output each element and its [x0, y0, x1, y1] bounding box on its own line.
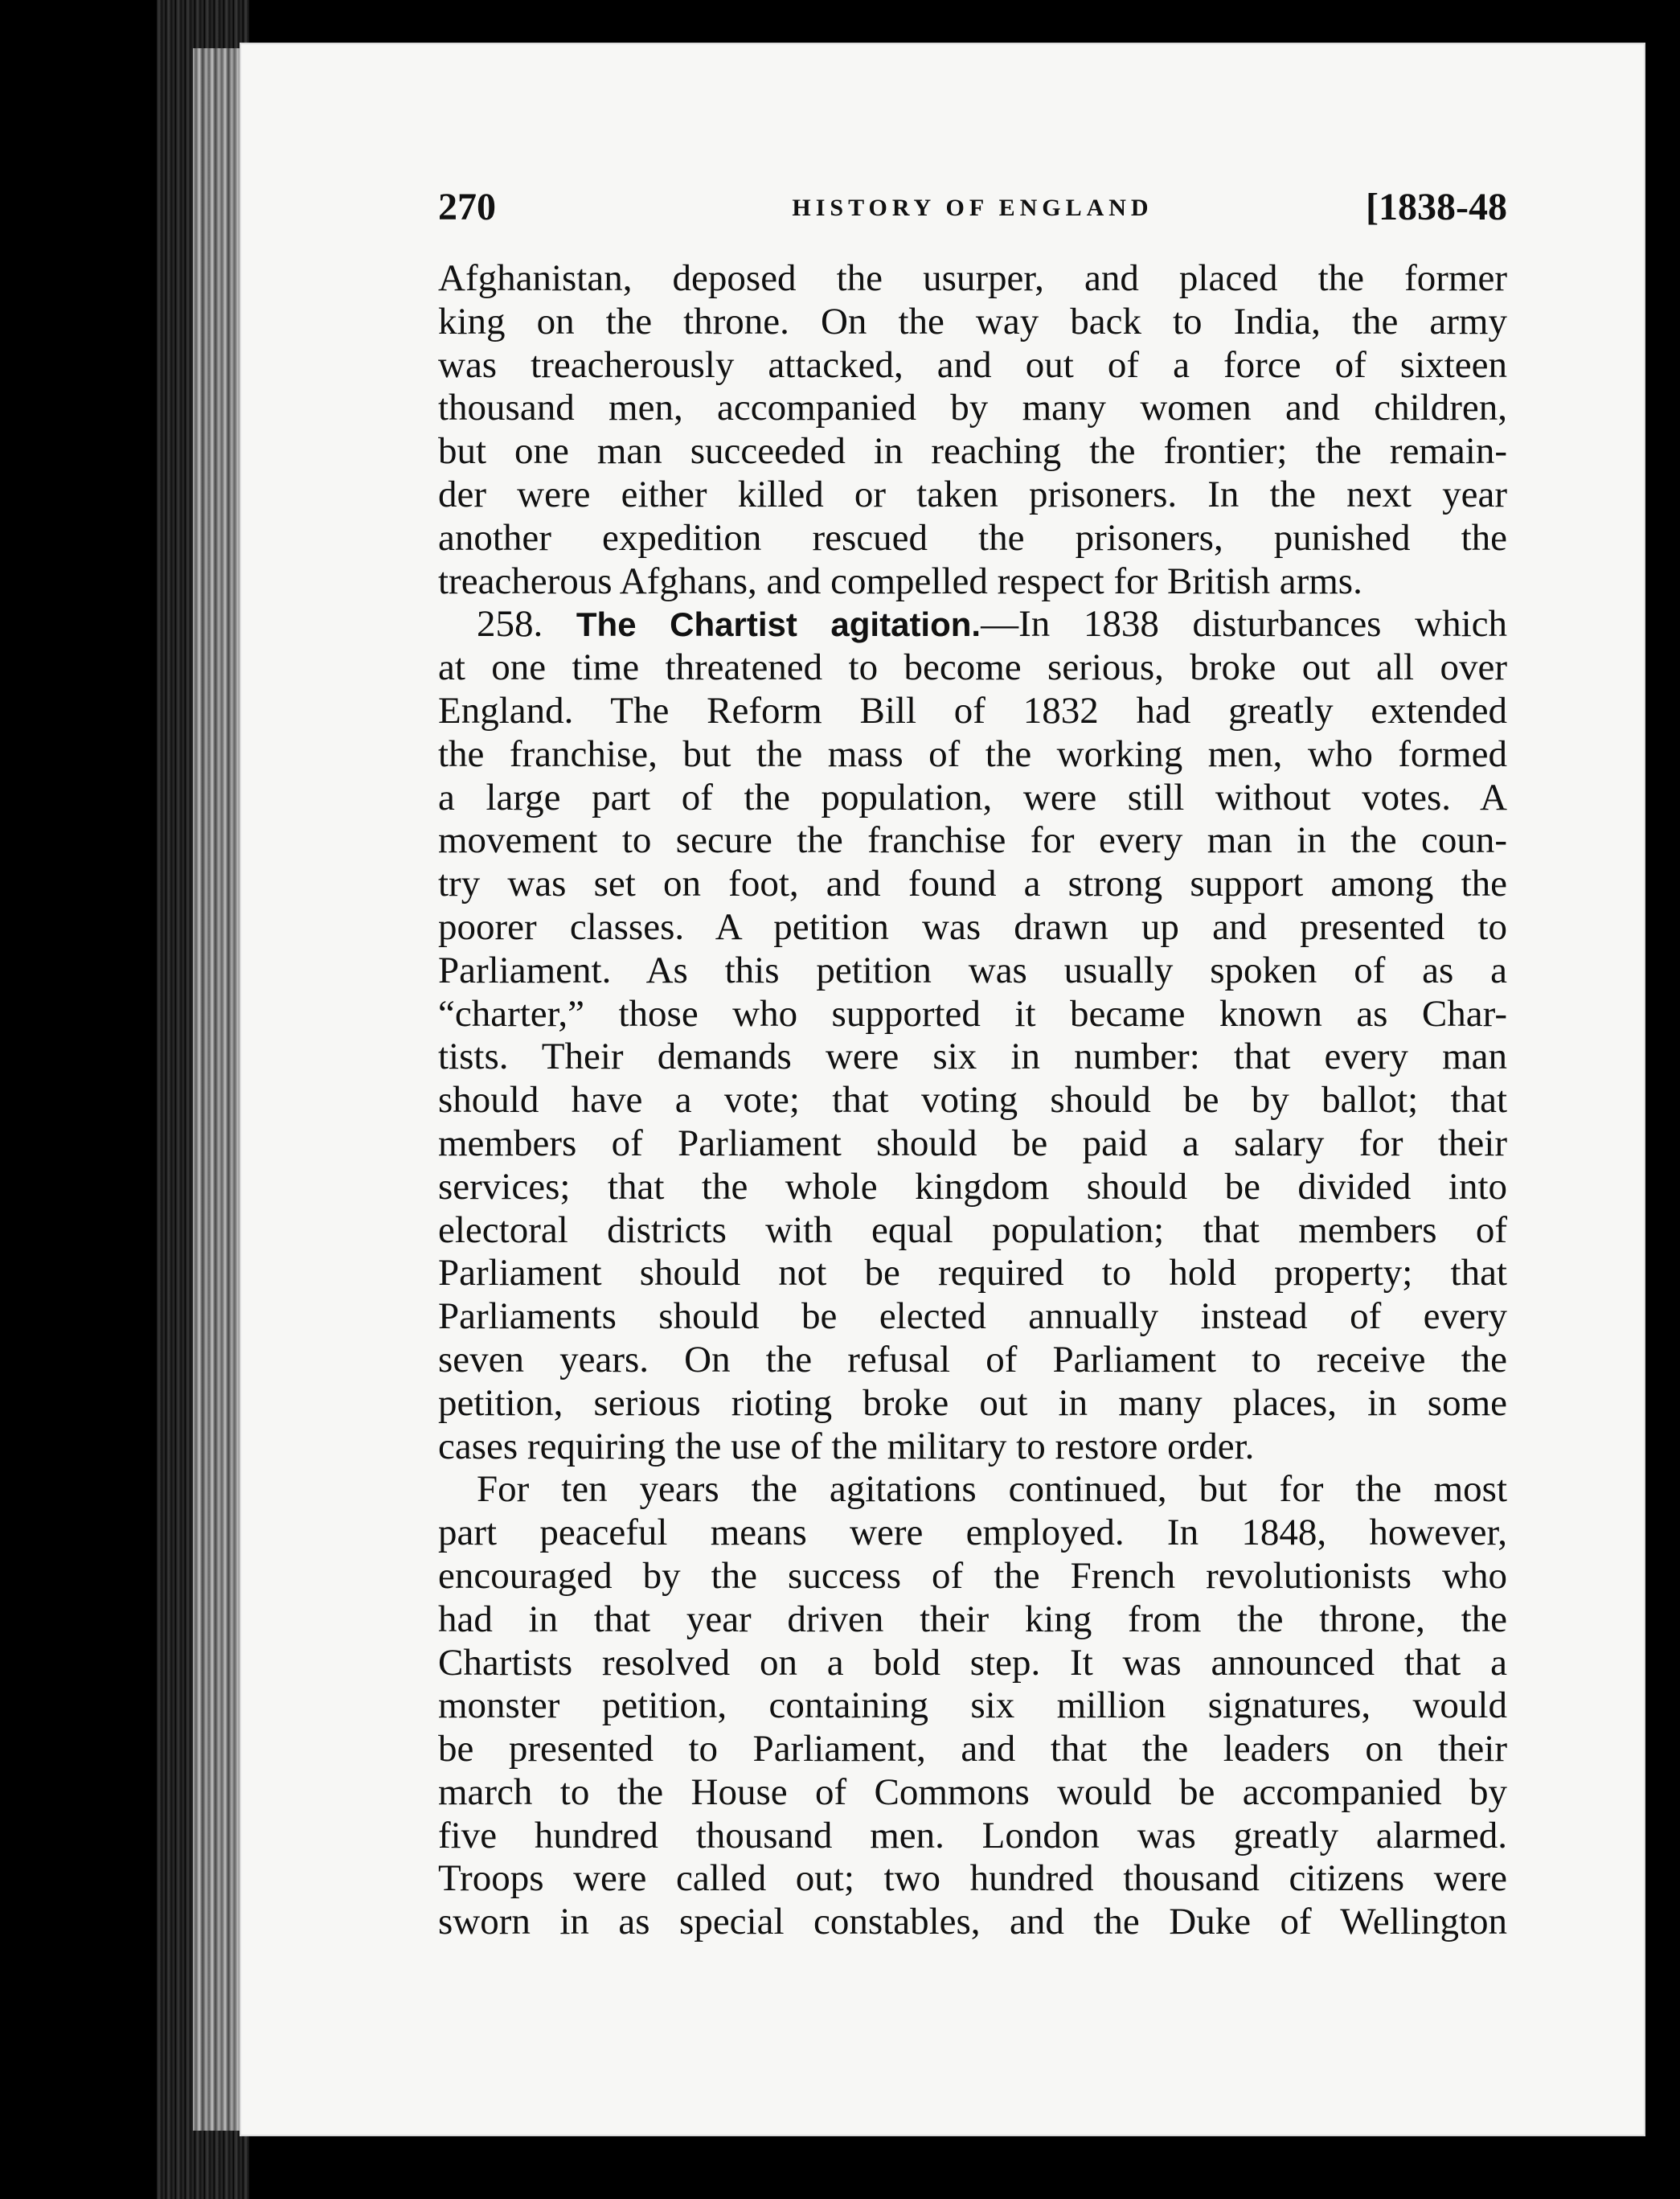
section-first-line-text: —In 1838 disturbances which	[981, 603, 1507, 646]
text-line: Parliament should not be required to hold property; that	[438, 1252, 1507, 1294]
body-text	[438, 257, 1507, 1944]
text-line: encouraged by the success of the French revolutionists who	[438, 1554, 1507, 1597]
section-first-line	[438, 603, 1507, 646]
text-line: poorer classes. A petition was drawn up and presented to	[438, 905, 1507, 948]
text-line: king on the throne. On the way back to India, the army	[438, 300, 1507, 343]
page-stack-edge	[193, 48, 241, 2131]
text-line: electoral districts with equal population; that members of	[438, 1208, 1507, 1251]
text-line: Afghanistan, deposed the usurper, and placed the former	[438, 257, 1507, 299]
text-line: another expedition rescued the prisoners, punished the	[438, 516, 1507, 559]
text-line: at one time threatened to become serious, broke out all over	[438, 646, 1507, 689]
paragraph-afghan	[438, 257, 1507, 603]
text-line: members of Parliament should be paid a salary for their	[438, 1122, 1507, 1164]
section-heading: The Chartist agitation.	[576, 605, 981, 644]
text-line: Parliament. As this petition was usually spoken of as a	[438, 949, 1507, 991]
text-line: petition, serious rioting broke out in many places, in some	[438, 1381, 1507, 1424]
text-line: try was set on foot, and found a strong support among the	[438, 863, 1507, 905]
text-line: Chartists resolved on a bold step. It was announced that a	[438, 1641, 1507, 1684]
text-line: thousand men, accompanied by many women and children,	[438, 387, 1507, 429]
paragraph-chartist	[438, 603, 1507, 1468]
text-line: “charter,” those who supported it became known as Char-	[438, 992, 1507, 1035]
date-range: [1838-48	[1366, 186, 1507, 228]
text-line: part peaceful means were employed. In 1848, however,	[438, 1512, 1507, 1554]
text-line: march to the House of Commons would be accompanied by	[438, 1770, 1507, 1813]
text-line: should have a vote; that voting should be by ballot; that	[438, 1079, 1507, 1122]
text-line: der were either killed or taken prisoners. In the next year	[438, 473, 1507, 515]
text-line: monster petition, containing six million signatures, would	[438, 1684, 1507, 1727]
book-page	[241, 44, 1644, 2135]
running-title: HISTORY OF ENGLAND	[792, 195, 1153, 221]
text-line: services; that the whole kingdom should be divided into	[438, 1165, 1507, 1208]
text-line: was treacherously attacked, and out of a force of sixteen	[438, 343, 1507, 386]
text-line: movement to secure the franchise for every man in the coun-	[438, 819, 1507, 862]
page-number: 270	[438, 186, 496, 228]
text-line: tists. Their demands were six in number: that every man	[438, 1036, 1507, 1078]
text-line: but one man succeeded in reaching the frontier; the remain-	[438, 430, 1507, 473]
text-line: For ten years the agitations continued, but for the most	[477, 1468, 1507, 1511]
text-line: five hundred thousand men. London was greatly alarmed.	[438, 1814, 1507, 1856]
paragraph-1848	[438, 1468, 1507, 1944]
text-line: cases requiring the use of the military to restore order.	[438, 1425, 1255, 1467]
text-line: be presented to Parliament, and that the leaders on their	[438, 1728, 1507, 1770]
running-head	[438, 185, 1507, 241]
text-line: a large part of the population, were still without votes. A	[438, 776, 1507, 818]
text-line: Troops were called out; two hundred thousand citizens were	[438, 1857, 1507, 1900]
text-line: Parliaments should be elected annually instead of every	[438, 1295, 1507, 1338]
section-number: 258.	[477, 603, 543, 646]
text-line: had in that year driven their king from the throne, the	[438, 1598, 1507, 1640]
text-line: the franchise, but the mass of the working men, who formed	[438, 732, 1507, 775]
text-line: treacherous Afghans, and compelled respect for British arms.	[438, 560, 1362, 602]
text-line: England. The Reform Bill of 1832 had greatly extended	[438, 689, 1507, 732]
text-line: seven years. On the refusal of Parliament to receive the	[438, 1338, 1507, 1381]
text-line: sworn in as special constables, and the Duke of Wellington	[438, 1901, 1507, 1943]
